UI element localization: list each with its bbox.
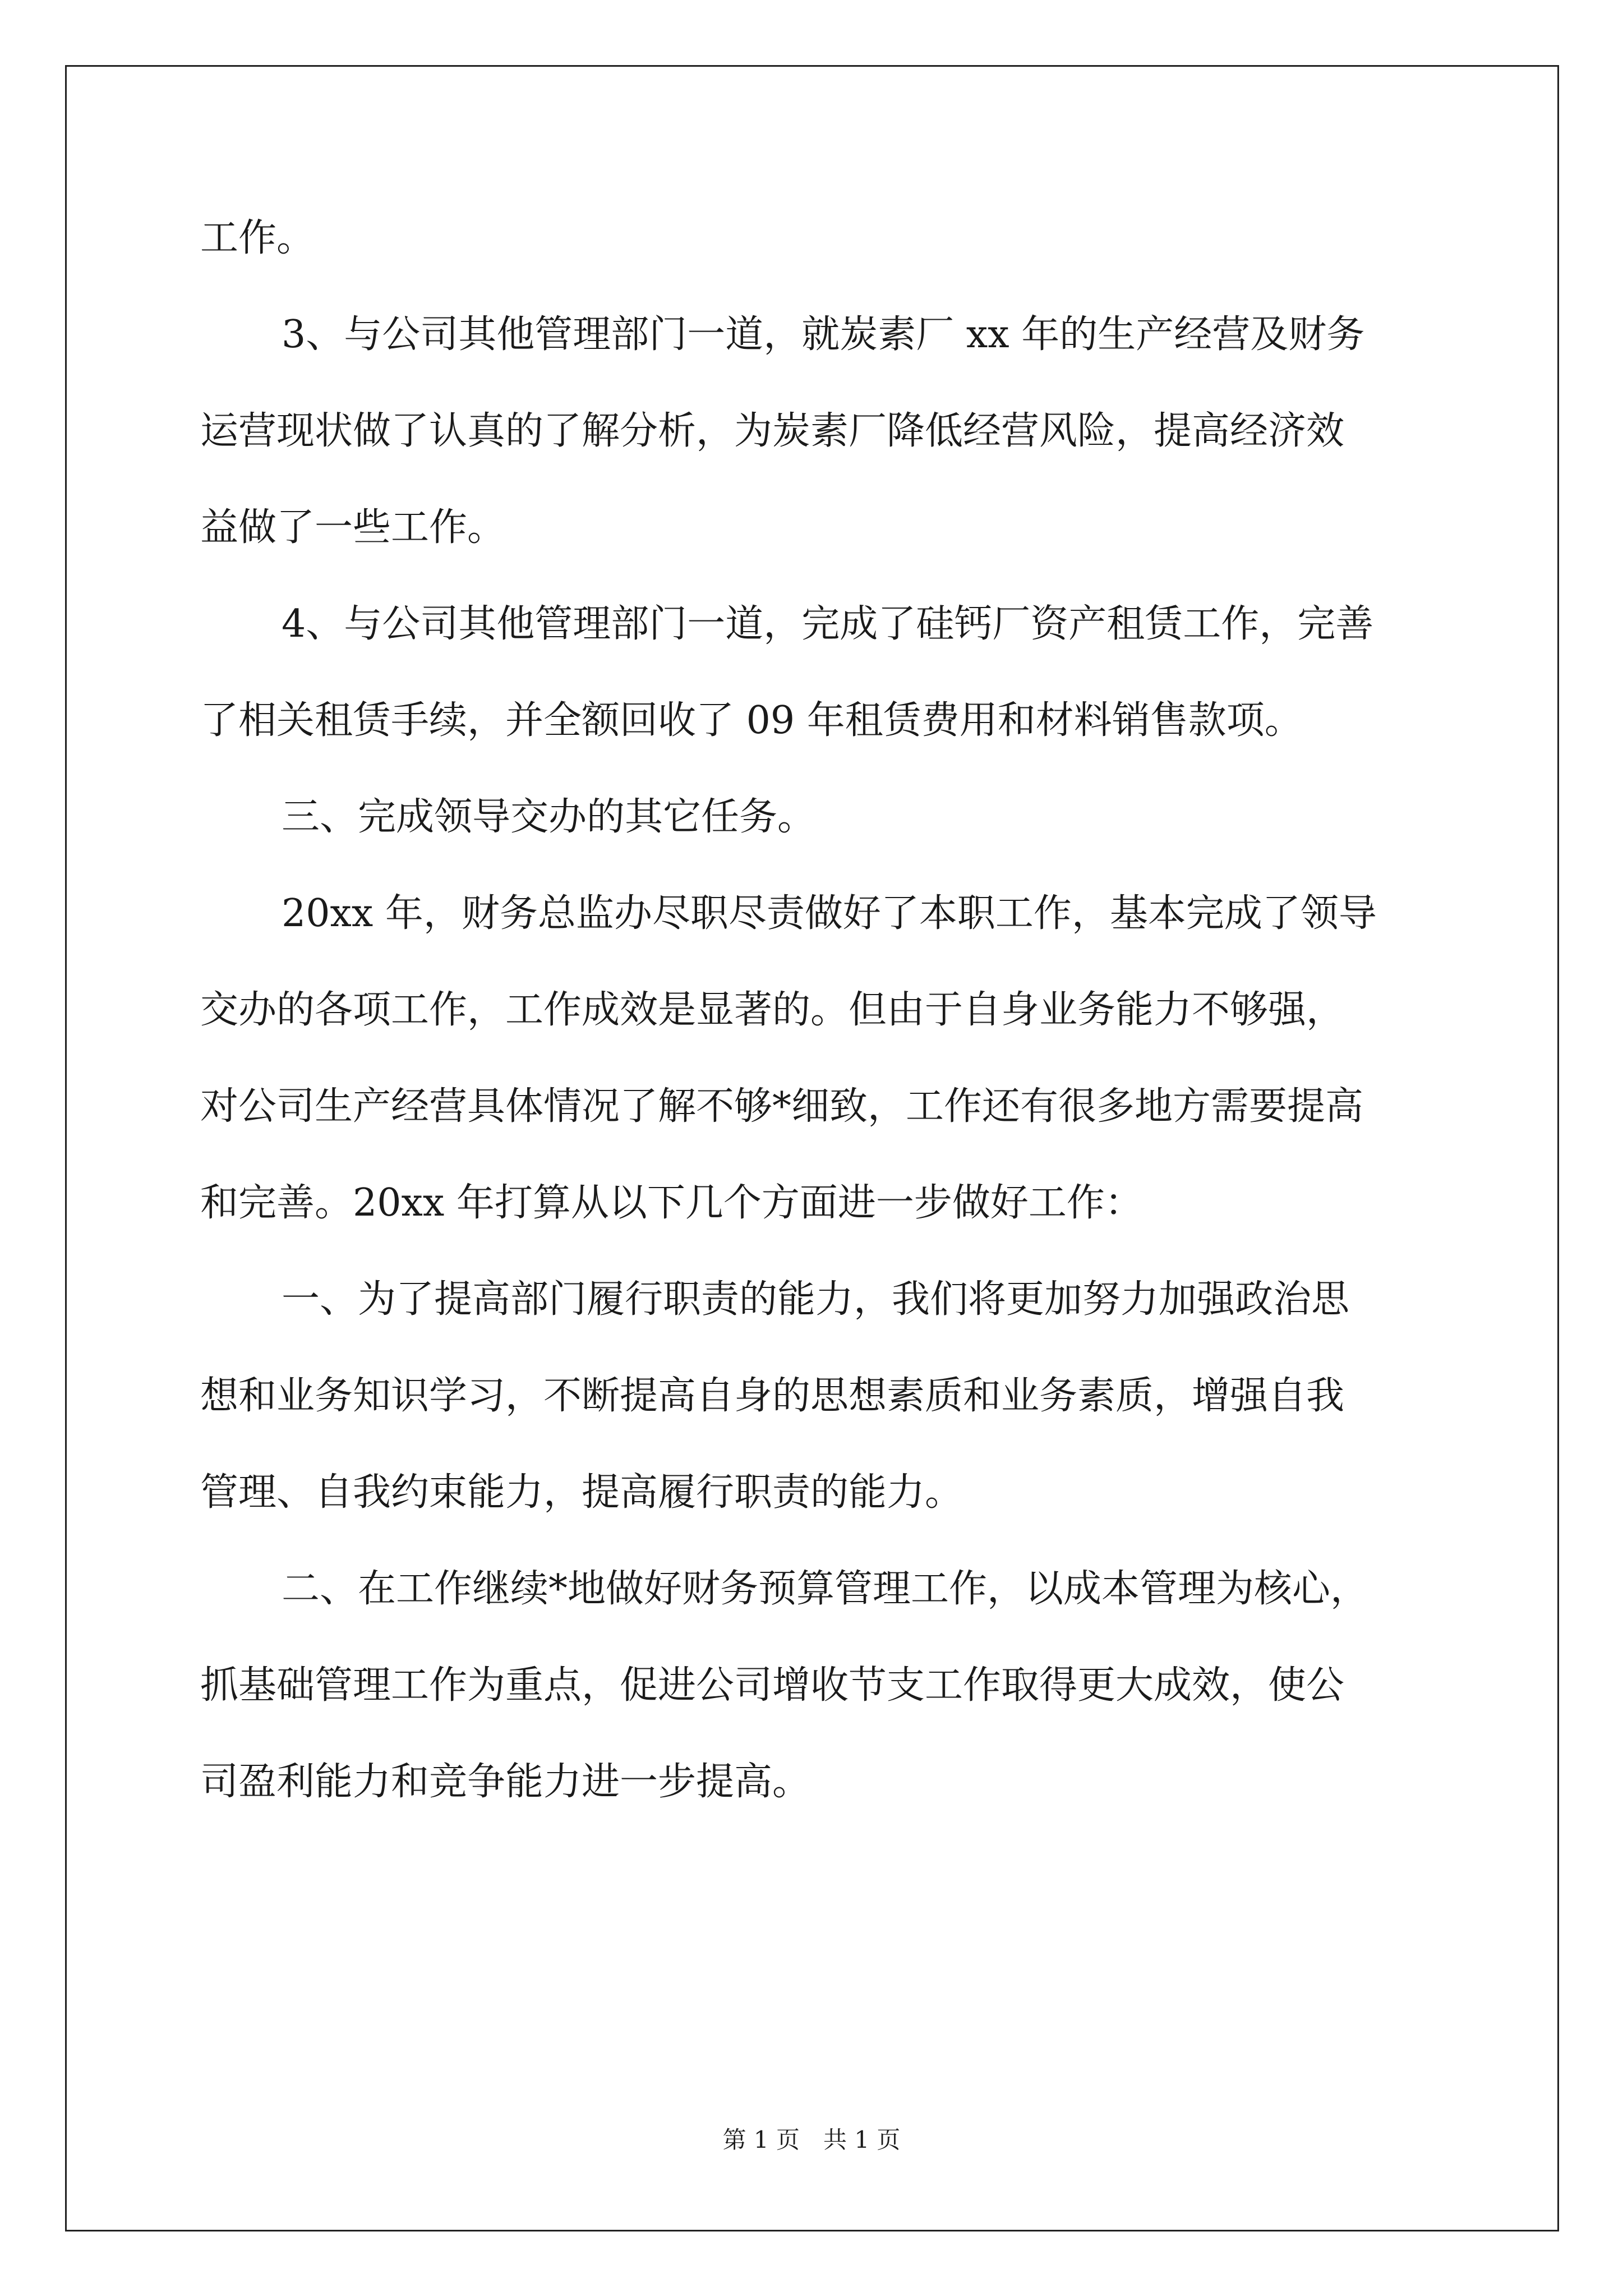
page-number-footer: 第 1 页 共 1 页	[722, 2126, 901, 2154]
section-heading: 三、完成领导交办的其它任务。	[282, 795, 816, 839]
paragraph-3-line-2: 运营现状做了认真的了解分析，为炭素厂降低经营风险，提高经济效	[200, 409, 1345, 453]
summary-line-1: 20xx 年，财务总监办尽职尽责做好了本职工作，基本完成了领导	[282, 891, 1377, 936]
plan-1-line-3: 管理、自我约束能力，提高履行职责的能力。	[200, 1470, 963, 1515]
summary-line-4: 和完善。20xx 年打算从以下几个方面进一步做好工作：	[200, 1181, 1143, 1225]
plan-2-line-1: 二、在工作继续*地做好财务预算管理工作，以成本管理为核心，	[282, 1567, 1369, 1611]
paragraph-3-line-3: 益做了一些工作。	[200, 505, 506, 550]
paragraph-4-line-1: 4、与公司其他管理部门一道，完成了硅钙厂资产租赁工作，完善	[282, 602, 1374, 646]
plan-1-line-2: 想和业务知识学习，不断提高自身的思想素质和业务素质，增强自我	[200, 1374, 1345, 1418]
text-line: 工作。	[200, 216, 315, 260]
summary-line-3: 对公司生产经营具体情况了解不够*细致，工作还有很多地方需要提高	[200, 1084, 1364, 1129]
paragraph-3-line-1: 3、与公司其他管理部门一道，就炭素厂 xx 年的生产经营及财务	[282, 312, 1365, 357]
summary-line-2: 交办的各项工作，工作成效是显著的。但由于自身业务能力不够强，	[200, 988, 1345, 1032]
paragraph-4-line-2: 了相关租赁手续，并全额回收了 09 年租赁费用和材料销售款项。	[200, 698, 1303, 743]
page-border	[65, 65, 1559, 2231]
plan-2-line-3: 司盈利能力和竞争能力进一步提高。	[200, 1760, 811, 1804]
plan-2-line-2: 抓基础管理工作为重点，促进公司增收节支工作取得更大成效，使公	[200, 1663, 1345, 1708]
plan-1-line-1: 一、为了提高部门履行职责的能力，我们将更加努力加强政治思	[282, 1277, 1350, 1322]
